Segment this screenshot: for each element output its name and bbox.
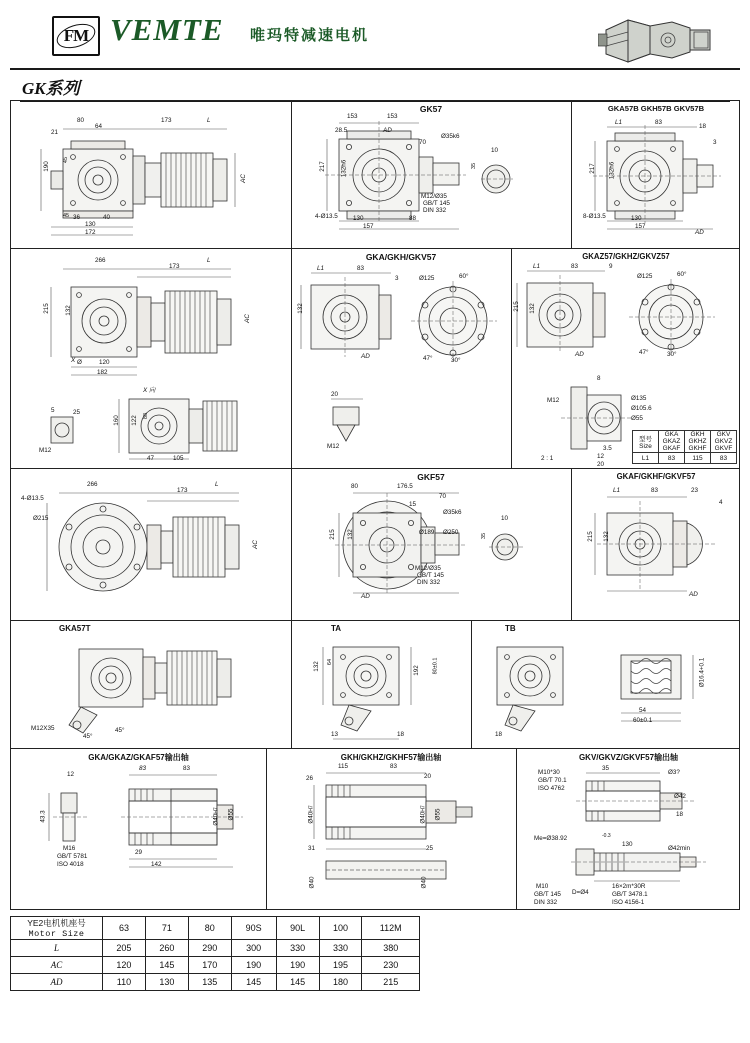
figure-title-gka-shaft: GKA/GKAZ/GKAF57输出轴: [88, 753, 189, 762]
drawing-grid: [10, 100, 740, 910]
cell-ad-112m: 215: [362, 974, 420, 991]
logo-oval-icon: [54, 19, 99, 52]
figure-title-gk57: GK57: [419, 104, 443, 114]
row-label-motor-size: YE2电机机座号 Motor Size: [11, 917, 103, 940]
logo-text: FM: [63, 26, 89, 45]
figure-title-gkaz: GKAZ57/GKHZ/GKVZ57: [582, 252, 670, 261]
cell-l-63: 205: [103, 940, 146, 957]
figure-gkaf-gkhf-gkvf-57: GKAF/GKHF/GKVF57 L1 83 23 4 215 132 AD: [571, 469, 741, 620]
company-logo: [52, 16, 100, 56]
cell-ac-100: 195: [319, 957, 362, 974]
cell-l-80: 290: [188, 940, 231, 957]
drawing-row-3: [11, 469, 739, 621]
figure-title-gkf57: GKF57: [417, 472, 445, 482]
cell-ac-63: 120: [103, 957, 146, 974]
cell-ac-90l: 190: [276, 957, 319, 974]
drawing-row-4: [11, 621, 739, 749]
row-label-ac: AC: [11, 957, 103, 974]
figure-gk57-side-view: 80 64 173 L 21 190 45 45 AC 36 40 130 172: [42, 117, 247, 236]
figure-gka-side-view: 266 173 L 215 132 AC Ø 120 182 X X 向 160 122 88 47 105 M12 25 5: [39, 257, 251, 462]
cell-ad-63: 110: [103, 974, 146, 991]
cell-size-63: 63: [103, 917, 146, 940]
cell-ad-100: 180: [319, 974, 362, 991]
figure-gkaz-gkhz-gkvz-57: GKAZ57/GKHZ/GKVZ57 L1 83 9 215 132 AD Ø125 60° 47° 30° 8 M12 Ø135 Ø105.6 Ø55 3.5 12 20 2 : 1 型号 Size GKA GKAZ GKAF GKH GKHZ GKHF GKV GKVZ GKVF L1 83 115 83: [511, 249, 741, 468]
figure-title-gk57b: GKA57B GKH57B GKV57B: [607, 104, 705, 113]
cell-ad-80: 135: [188, 974, 231, 991]
table-row-ac: [11, 957, 420, 974]
cell-size-90l: 90L: [276, 917, 319, 940]
cell-size-90s: 90S: [231, 917, 276, 940]
motor-size-table: [10, 916, 420, 991]
mini-col-gkv: GKV GKVZ GKVF: [711, 431, 737, 453]
figure-gka57t: GKA57T M12X35 45° 45°: [11, 621, 291, 748]
row-label-l: L: [11, 940, 103, 957]
cell-size-112m: 112M: [362, 917, 420, 940]
figure-gka-gkh-gkv-57: GKA/GKH/GKV57 L1 83 3 132 AD Ø125 60° 47° 30° 20 M12: [291, 249, 511, 468]
cell-ac-80: 170: [188, 957, 231, 974]
mini-row-label: L1: [633, 453, 659, 464]
figure-gkf-side-view: 266 173 L 4-Ø13.5 Ø215 AC: [11, 469, 291, 620]
series-title: GK系列: [22, 79, 80, 98]
table-row-l: [11, 940, 420, 957]
figure-title-gka57t: GKA57T: [59, 624, 91, 633]
mini-value-gkh: 115: [685, 453, 711, 464]
figure-title-gkv-shaft: GKV/GKVZ/GKVF57输出轴: [578, 753, 679, 762]
table-row-motor-size: [11, 917, 420, 940]
cell-ac-90s: 190: [231, 957, 276, 974]
figure-title-gka-gkh-gkv: GKA/GKH/GKV57: [365, 252, 437, 262]
cell-size-71: 71: [145, 917, 188, 940]
figure-ta: TA 132 64 192 80±0.1 13 18: [312, 624, 439, 738]
figure-title-tb: TB: [505, 624, 516, 633]
cell-l-90l: 330: [276, 940, 319, 957]
cell-l-71: 260: [145, 940, 188, 957]
cell-ad-71: 130: [145, 974, 188, 991]
cell-ad-90l: 145: [276, 974, 319, 991]
brand-block: [110, 12, 369, 48]
figure-gk57b: GKA57B GKH57B GKV57B L1 83 18 3 217 132h6 8-Ø13.5 130 157 AD: [571, 101, 741, 248]
mini-head-size: 型号 Size: [633, 431, 659, 453]
drawing-row-1: [11, 101, 739, 249]
figure-gk57-front-view: GK57 153 153 28.5 AD 70 Ø35k6 217 132h6 4-Ø13.5 130 88 157 M12/Ø35 GB/T 145 DIN 332 10 35: [291, 101, 571, 248]
mini-col-gkh: GKH GKHZ GKHF: [685, 431, 711, 453]
figure-tb: TB 18 54 60±0.1 Ø16.4+0.1: [495, 624, 706, 738]
brand-latin: VEMTE: [110, 12, 224, 47]
figure-title-ta: TA: [331, 624, 342, 633]
mini-value-gka: 83: [659, 453, 685, 464]
mini-value-gkv: 83: [711, 453, 737, 464]
row-label-ad: AD: [11, 974, 103, 991]
cell-ad-90s: 145: [231, 974, 276, 991]
gearbox-photo-icon: [598, 14, 718, 64]
drawing-row-2: [11, 249, 739, 469]
page-header: [10, 8, 740, 98]
mini-col-gka: GKA GKAZ GKAF: [659, 431, 685, 453]
cell-l-112m: 380: [362, 940, 420, 957]
figure-title-gkh-shaft: GKH/GKHZ/GKHF57输出轴: [340, 753, 442, 762]
l1-size-table: [632, 430, 737, 464]
figure-gkh-output-shaft: GKH/GKHZ/GKHF57输出轴 115 83 26 20 Ø40H7 Ø40H7 Ø55 31 25 Ø40 Ø40: [266, 749, 516, 910]
figure-gka-output-shaft: GKA/GKAZ/GKAF57输出轴 12 83 83 43.3 M16 GB/T 5781 ISO 4018 29 142 Ø40H7 Ø55: [11, 749, 266, 910]
cell-size-100: 100: [319, 917, 362, 940]
cell-size-80: 80: [188, 917, 231, 940]
cell-l-90s: 300: [231, 940, 276, 957]
brand-chinese: 唯玛特减速电机: [249, 27, 369, 44]
figure-gkf57: GKF57 80 176.5 70 15 Ø35k6 215 132 Ø189 Ø250 AD M12/Ø35 GB/T 145 DIN 332 10 35: [291, 469, 571, 620]
figure-gkv-output-shaft: GKV/GKVZ/GKVF57输出轴 M10*30 GB/T 70.1 ISO 4762 35 Ø3? Ø42 18 130 Ø42min Me=Ø38.92 -0.3 M10 GB/T 145 DIN 332 16×2m*30R GB/T 3478.1 ISO 4156-1 D=Ø4: [516, 749, 741, 910]
figure-title-gkaf: GKAF/GKHF/GKVF57: [616, 472, 696, 481]
cell-l-100: 330: [319, 940, 362, 957]
table-row-ad: [11, 974, 420, 991]
drawing-row-5: [11, 749, 739, 910]
cell-ac-71: 145: [145, 957, 188, 974]
cell-ac-112m: 230: [362, 957, 420, 974]
